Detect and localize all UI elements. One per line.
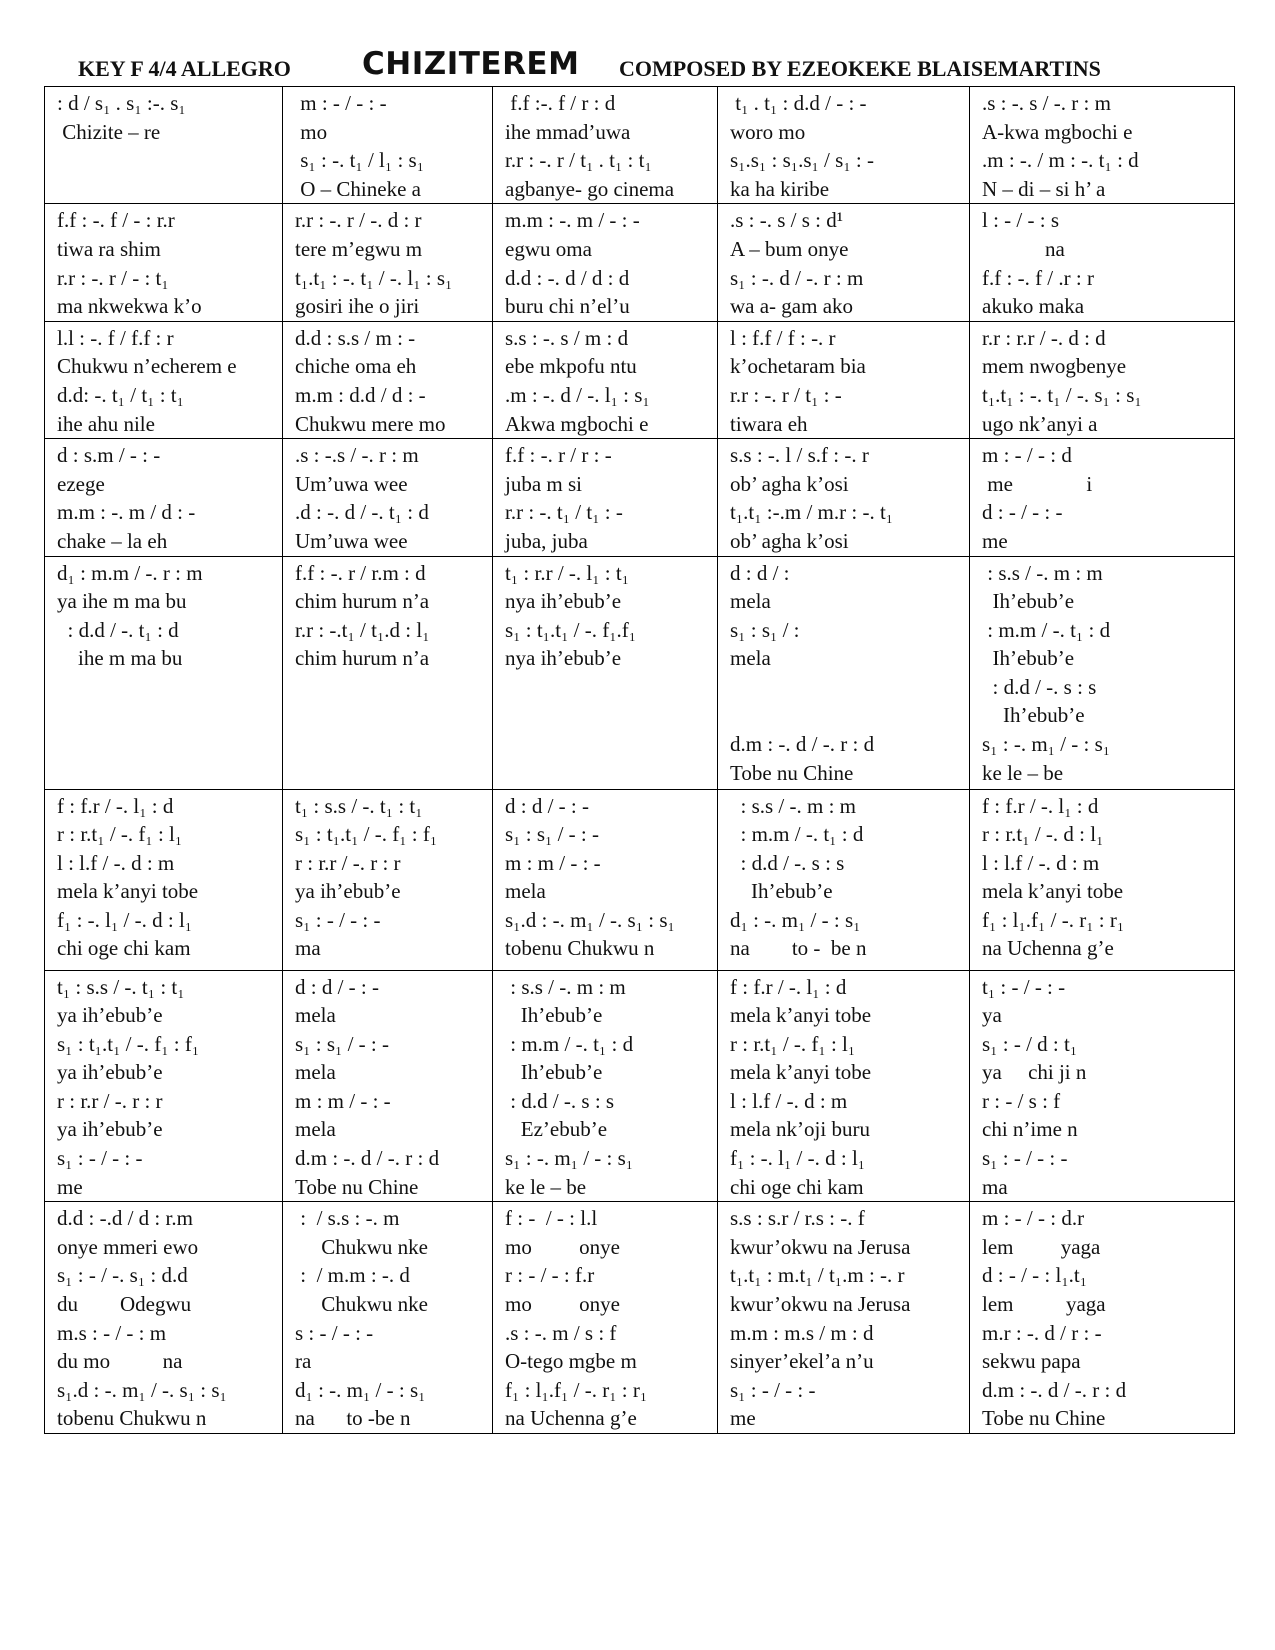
cell-line: l : l.f / -. d : m bbox=[982, 850, 1100, 875]
score-row bbox=[45, 556, 1235, 789]
cell-line: d.d : s.s / m : - bbox=[295, 325, 416, 350]
cell-line: kwur’okwu na Jerusa bbox=[730, 1292, 911, 1317]
cell-line bbox=[57, 146, 276, 175]
score-cell bbox=[45, 970, 283, 1202]
score-cell bbox=[718, 789, 970, 970]
cell-line: t₁ . t₁ : d.d / - : - bbox=[730, 91, 867, 115]
cell-line: s₁ : t₁.t₁ / -. f₁ : f₁ bbox=[295, 822, 438, 847]
cell-line: Tobe nu Chine bbox=[730, 760, 854, 785]
cell-line bbox=[505, 759, 711, 788]
cell-line: O-tego mgbe m bbox=[505, 1349, 637, 1374]
cell-line: du Odegwu bbox=[57, 1292, 192, 1317]
cell-line: juba m si bbox=[505, 471, 582, 496]
cell-line: Tobe nu Chine bbox=[295, 1174, 419, 1199]
cell-line: chi oge chi kam bbox=[730, 1174, 864, 1199]
score-cell bbox=[283, 789, 493, 970]
cell-line: m : - / - : d bbox=[982, 443, 1072, 468]
cell-line: d : d / - : - bbox=[505, 793, 589, 818]
cell-line: na Uchenna g’e bbox=[505, 1406, 637, 1431]
cell-line: Ih’ebub’e bbox=[982, 703, 1085, 728]
cell-line: na bbox=[982, 236, 1065, 261]
cell-line: d : s.m / - : - bbox=[57, 443, 161, 468]
cell-line: f₁ : -. l₁ / -. d : l₁ bbox=[730, 1146, 866, 1171]
cell-line: d : d / : bbox=[730, 560, 790, 585]
cell-line: ma bbox=[295, 936, 321, 961]
cell-line: : d.d / -. t₁ : d bbox=[57, 617, 179, 642]
cell-line: chake – la eh bbox=[57, 528, 168, 553]
cell-line: f₁ : l₁.f₁ / -. r₁ : r₁ bbox=[982, 907, 1125, 932]
cell-line: me bbox=[982, 528, 1008, 553]
score-cell bbox=[283, 439, 493, 556]
cell-line: s₁ : - / - : - bbox=[730, 1377, 816, 1402]
cell-line bbox=[505, 673, 711, 702]
cell-line: chiche oma eh bbox=[295, 354, 417, 379]
cell-line: s.s : -. l / s.f : -. r bbox=[730, 443, 869, 468]
score-cell bbox=[718, 970, 970, 1202]
score-cell bbox=[718, 439, 970, 556]
cell-line: f₁ : -. l₁ / -. d : l₁ bbox=[57, 907, 193, 932]
cell-line: d : - / - : l₁.t₁ bbox=[982, 1263, 1088, 1288]
cell-line: d : - / - : - bbox=[982, 500, 1063, 525]
score-cell bbox=[283, 204, 493, 321]
cell-line: : / m.m : -. d bbox=[295, 1263, 410, 1288]
cell-line: ya ihe m ma bu bbox=[57, 589, 187, 614]
cell-line: ke le – be bbox=[505, 1174, 587, 1199]
cell-line: ya ih’ebub’e bbox=[57, 1060, 163, 1085]
cell-line: s₁ : t₁.t₁ / -. f₁ : f₁ bbox=[57, 1031, 200, 1056]
score-cell bbox=[283, 556, 493, 789]
cell-line: f : f.r / -. l₁ : d bbox=[982, 793, 1099, 818]
cell-line: O – Chineke a bbox=[295, 176, 421, 201]
page-header bbox=[44, 44, 1234, 84]
cell-line: A – bum onye bbox=[730, 236, 849, 261]
cell-line: buru chi n’el’u bbox=[505, 294, 630, 319]
cell-line: d.m : -. d / -. r : d bbox=[730, 732, 875, 757]
cell-line: : s.s / -. m : m bbox=[730, 793, 857, 818]
score-cell bbox=[970, 970, 1235, 1202]
cell-line: r.r : -. r / - : t₁ bbox=[57, 265, 169, 290]
cell-line: m : - / - : d.r bbox=[982, 1206, 1085, 1231]
cell-line: d : d / - : - bbox=[295, 974, 379, 999]
cell-line: Chukwu n’echerem e bbox=[57, 354, 237, 379]
cell-line: ya chi ji n bbox=[982, 1060, 1087, 1085]
score-cell bbox=[718, 1202, 970, 1434]
cell-line: s : - / - : - bbox=[295, 1320, 374, 1345]
cell-line: Akwa mgbochi e bbox=[505, 411, 649, 436]
score-row bbox=[45, 439, 1235, 556]
cell-line: na Uchenna g’e bbox=[982, 936, 1114, 961]
song-title: CHIZITEREM bbox=[362, 46, 580, 82]
score-cell bbox=[283, 1202, 493, 1434]
cell-line: r.r : -. r / t₁ : - bbox=[730, 382, 842, 407]
cell-line: m.m : -. m / d : - bbox=[57, 500, 196, 525]
cell-line: Um’uwa wee bbox=[295, 471, 408, 496]
solfa-score-table bbox=[44, 86, 1235, 1434]
cell-line bbox=[295, 673, 486, 702]
score-cell bbox=[45, 321, 283, 438]
cell-line: ob’ agha k’osi bbox=[730, 471, 849, 496]
cell-line: s₁ : - / - : - bbox=[57, 1146, 143, 1171]
cell-line: tere m’egwu m bbox=[295, 236, 423, 261]
cell-line: l : f.f / f : -. r bbox=[730, 325, 836, 350]
cell-line: .m : -. / m : -. t₁ : d bbox=[982, 148, 1139, 173]
cell-line: l : l.f / -. d : m bbox=[57, 850, 175, 875]
cell-line: Ih’ebub’e bbox=[730, 879, 833, 904]
score-cell bbox=[493, 789, 718, 970]
cell-line: d.d : -. d / d : d bbox=[505, 265, 630, 290]
score-cell bbox=[970, 204, 1235, 321]
cell-line: chi oge chi kam bbox=[57, 936, 191, 961]
cell-line: s₁ : s₁ / - : - bbox=[505, 822, 599, 847]
cell-line: f : f.r / -. l₁ : d bbox=[730, 974, 847, 999]
cell-line: mela bbox=[730, 646, 771, 671]
cell-line: f.f : -. r / r.m : d bbox=[295, 560, 426, 585]
score-cell bbox=[718, 87, 970, 204]
score-cell bbox=[718, 556, 970, 789]
score-cell bbox=[45, 1202, 283, 1434]
cell-line: na to -be n bbox=[295, 1406, 411, 1431]
cell-line: s₁ : -. t₁ / l₁ : s₁ bbox=[295, 148, 425, 173]
cell-line: f.f : -. f / - : r.r bbox=[57, 208, 175, 233]
cell-line: r.r : -. r / -. d : r bbox=[295, 208, 422, 233]
cell-line: onye mmeri ewo bbox=[57, 1234, 199, 1259]
score-cell bbox=[493, 321, 718, 438]
cell-line: .m : -. d / -. l₁ : s₁ bbox=[505, 382, 650, 407]
cell-line: r : r.t₁ / -. f₁ : l₁ bbox=[57, 822, 183, 847]
cell-line: t₁.t₁ : m.t₁ / t₁.m : -. r bbox=[730, 1263, 905, 1288]
cell-line: k’ochetaram bia bbox=[730, 354, 866, 379]
score-cell bbox=[45, 439, 283, 556]
cell-line: m : - / - : - bbox=[295, 91, 387, 115]
cell-line: r.r : -.t₁ / t₁.d : l₁ bbox=[295, 617, 430, 642]
cell-line: f.f :-. f / r : d bbox=[505, 91, 616, 115]
cell-line bbox=[295, 730, 486, 759]
cell-line: t₁ : r.r / -. l₁ : t₁ bbox=[505, 560, 630, 585]
score-cell bbox=[45, 87, 283, 204]
cell-line: Chizite – re bbox=[57, 119, 161, 144]
cell-line: nya ih’ebub’e bbox=[505, 646, 622, 671]
cell-line: f₁ : l₁.f₁ / -. r₁ : r₁ bbox=[505, 1377, 648, 1402]
score-cell bbox=[283, 321, 493, 438]
cell-line: l : l.f / -. d : m bbox=[730, 1088, 848, 1113]
cell-line: Chukwu nke bbox=[295, 1292, 428, 1317]
cell-line: tobenu Chukwu n bbox=[505, 936, 655, 961]
cell-line: mo bbox=[295, 119, 328, 144]
key-tempo: KEY F 4/4 ALLEGRO bbox=[78, 56, 291, 81]
cell-line: t₁.t₁ :-.m / m.r : -. t₁ bbox=[730, 500, 894, 525]
cell-line: Ih’ebub’e bbox=[505, 1060, 603, 1085]
score-cell bbox=[493, 439, 718, 556]
cell-line: : / s.s : -. m bbox=[295, 1206, 400, 1231]
cell-line: woro mo bbox=[730, 119, 806, 144]
cell-line: : d.d / -. s : s bbox=[730, 850, 845, 875]
cell-line: s₁ : -. m₁ / - : s₁ bbox=[505, 1146, 634, 1171]
score-cell bbox=[45, 556, 283, 789]
cell-line: ezege bbox=[57, 471, 105, 496]
score-cell bbox=[970, 439, 1235, 556]
cell-line: chim hurum n’a bbox=[295, 646, 430, 671]
cell-line: s₁.d : -. m₁ / -. s₁ : s₁ bbox=[57, 1377, 227, 1402]
cell-line: t₁.t₁ : -. t₁ / -. s₁ : s₁ bbox=[982, 382, 1142, 407]
score-row bbox=[45, 87, 1235, 204]
cell-line: me i bbox=[982, 471, 1093, 496]
cell-line: lem yaga bbox=[982, 1234, 1101, 1259]
cell-line: m.m : m.s / m : d bbox=[730, 1320, 874, 1345]
cell-line: nya ih’ebub’e bbox=[505, 589, 622, 614]
cell-line: r : - / s : f bbox=[982, 1088, 1061, 1113]
cell-line: : m.m / -. t₁ : d bbox=[982, 617, 1111, 642]
score-cell bbox=[283, 970, 493, 1202]
cell-line: : m.m / -. t₁ : d bbox=[505, 1031, 634, 1056]
cell-line: m.s : - / - : m bbox=[57, 1320, 167, 1345]
cell-line bbox=[57, 759, 276, 788]
cell-line: s₁ : - / -. s₁ : d.d bbox=[57, 1263, 188, 1288]
cell-line bbox=[730, 701, 963, 730]
cell-line: d.d : -.d / d : r.m bbox=[57, 1206, 193, 1231]
cell-line: t₁ : - / - : - bbox=[982, 974, 1066, 999]
cell-line bbox=[295, 759, 486, 788]
cell-line: mela bbox=[295, 1117, 336, 1142]
cell-line: r.r : r.r / -. d : d bbox=[982, 325, 1106, 350]
cell-line: d.m : -. d / -. r : d bbox=[295, 1146, 440, 1171]
cell-line: ihe ahu nile bbox=[57, 411, 155, 436]
cell-line: mela bbox=[730, 589, 771, 614]
cell-line: m.m : -. m / - : - bbox=[505, 208, 640, 233]
cell-line: s₁ : - / d : t₁ bbox=[982, 1031, 1078, 1056]
cell-line: tiwa ra shim bbox=[57, 236, 161, 261]
score-cell bbox=[493, 556, 718, 789]
cell-line: mela k’anyi tobe bbox=[730, 1003, 872, 1028]
cell-line: s₁ : -. d / -. r : m bbox=[730, 265, 864, 290]
cell-line: ya ih’ebub’e bbox=[295, 879, 401, 904]
cell-line: ma bbox=[982, 1174, 1008, 1199]
cell-line: d.d: -. t₁ / t₁ : t₁ bbox=[57, 382, 184, 407]
cell-line: s.s : -. s / m : d bbox=[505, 325, 629, 350]
cell-line: d₁ : m.m / -. r : m bbox=[57, 560, 203, 585]
cell-line: t₁ : s.s / -. t₁ : t₁ bbox=[57, 974, 185, 999]
cell-line: Um’uwa wee bbox=[295, 528, 408, 553]
score-row bbox=[45, 321, 1235, 438]
cell-line: Ez’ebub’e bbox=[505, 1117, 608, 1142]
cell-line: ya ih’ebub’e bbox=[57, 1117, 163, 1142]
cell-line: ebe mkpofu ntu bbox=[505, 354, 637, 379]
score-cell bbox=[45, 204, 283, 321]
cell-line: s₁ : s₁ / - : - bbox=[295, 1031, 389, 1056]
score-cell bbox=[493, 970, 718, 1202]
score-cell bbox=[718, 204, 970, 321]
score-cell bbox=[718, 321, 970, 438]
cell-line: : d / s₁ . s₁ :-. s₁ bbox=[57, 91, 186, 115]
cell-line: ya bbox=[982, 1003, 1002, 1028]
cell-line: m : m / - : - bbox=[295, 1088, 391, 1113]
cell-line: du mo na bbox=[57, 1349, 183, 1374]
cell-line: m.m : d.d / d : - bbox=[295, 382, 426, 407]
cell-line: r : - / - : f.r bbox=[505, 1263, 595, 1288]
cell-line: r : r.r / -. r : r bbox=[295, 850, 401, 875]
cell-line bbox=[505, 701, 711, 730]
cell-line: Ih’ebub’e bbox=[982, 646, 1075, 671]
cell-line: mela bbox=[295, 1060, 336, 1085]
cell-line: mela bbox=[295, 1003, 336, 1028]
cell-line: na to - be n bbox=[730, 936, 867, 961]
cell-line: f : - / - : l.l bbox=[505, 1206, 598, 1231]
cell-line: : m.m / -. t₁ : d bbox=[730, 822, 864, 847]
cell-line: : d.d / -. s : s bbox=[505, 1088, 615, 1113]
score-cell bbox=[493, 87, 718, 204]
cell-line: l.l : -. f / f.f : r bbox=[57, 325, 174, 350]
cell-line: tiwara eh bbox=[730, 411, 808, 436]
cell-line: s₁ : t₁.t₁ / -. f₁.f₁ bbox=[505, 617, 637, 642]
cell-line: mo onye bbox=[505, 1292, 620, 1317]
cell-line: t₁ : s.s / -. t₁ : t₁ bbox=[295, 793, 423, 818]
cell-line: chim hurum n’a bbox=[295, 589, 430, 614]
cell-line: m.r : -. d / r : - bbox=[982, 1320, 1102, 1345]
cell-line: Chukwu nke bbox=[295, 1234, 428, 1259]
cell-line: : s.s / -. m : m bbox=[505, 974, 626, 999]
score-cell bbox=[45, 789, 283, 970]
cell-line: f : f.r / -. l₁ : d bbox=[57, 793, 174, 818]
cell-line: mela k’anyi tobe bbox=[730, 1060, 872, 1085]
cell-line: ke le – be bbox=[982, 760, 1064, 785]
cell-line: ihe mmad’uwa bbox=[505, 119, 631, 144]
cell-line: me bbox=[730, 1406, 756, 1431]
cell-line: egwu oma bbox=[505, 236, 592, 261]
cell-line: : d.d / -. s : s bbox=[982, 674, 1097, 699]
cell-line: s.s : s.r / r.s : -. f bbox=[730, 1206, 865, 1231]
cell-line: s₁.s₁ : s₁.s₁ / s₁ : - bbox=[730, 148, 874, 173]
cell-line: Chukwu mere mo bbox=[295, 411, 446, 436]
cell-line: kwur’okwu na Jerusa bbox=[730, 1234, 911, 1259]
cell-line bbox=[57, 673, 276, 702]
cell-line: ihe m ma bu bbox=[57, 646, 183, 671]
cell-line: agbanye- go cinema bbox=[505, 176, 675, 201]
cell-line: t₁.t₁ : -. t₁ / -. l₁ : s₁ bbox=[295, 265, 453, 290]
cell-line: chi n’ime n bbox=[982, 1117, 1078, 1142]
cell-line: r : r.r / -. r : r bbox=[57, 1088, 163, 1113]
cell-line: .s : -. m / s : f bbox=[505, 1320, 617, 1345]
cell-line: ob’ agha k’osi bbox=[730, 528, 849, 553]
cell-line bbox=[57, 175, 276, 204]
score-cell bbox=[493, 204, 718, 321]
score-cell bbox=[970, 556, 1235, 789]
cell-line: : s.s / -. m : m bbox=[982, 560, 1103, 585]
cell-line: tobenu Chukwu n bbox=[57, 1406, 207, 1431]
cell-line: r.r : -. t₁ / t₁ : - bbox=[505, 500, 623, 525]
cell-line: l : - / - : s bbox=[982, 208, 1059, 233]
cell-line: ra bbox=[295, 1349, 312, 1374]
cell-line: r : r.t₁ / -. d : l₁ bbox=[982, 822, 1104, 847]
cell-line: d.m : -. d / -. r : d bbox=[982, 1377, 1127, 1402]
score-cell bbox=[970, 321, 1235, 438]
cell-line: me bbox=[57, 1174, 83, 1199]
composer-credit: COMPOSED BY EZEOKEKE BLAISEMARTINS bbox=[619, 56, 1101, 81]
cell-line: ya ih’ebub’e bbox=[57, 1003, 163, 1028]
cell-line: mela nk’oji buru bbox=[730, 1117, 870, 1142]
score-row bbox=[45, 970, 1235, 1202]
cell-line: ugo nk’anyi a bbox=[982, 411, 1098, 436]
cell-line: lem yaga bbox=[982, 1292, 1106, 1317]
cell-line: f.f : -. f / .r : r bbox=[982, 265, 1094, 290]
cell-line: m : m / - : - bbox=[505, 850, 601, 875]
cell-line: d₁ : -. m₁ / - : s₁ bbox=[730, 907, 861, 932]
cell-line: sekwu papa bbox=[982, 1349, 1081, 1374]
cell-line: N – di – si h’ a bbox=[982, 176, 1106, 201]
score-cell bbox=[970, 789, 1235, 970]
cell-line: mo onye bbox=[505, 1234, 620, 1259]
cell-line: r.r : -. r / t₁ . t₁ : t₁ bbox=[505, 148, 652, 173]
cell-line bbox=[730, 673, 963, 702]
score-row bbox=[45, 204, 1235, 321]
cell-line: f.f : -. r / r : - bbox=[505, 443, 612, 468]
cell-line: gosiri ihe o jiri bbox=[295, 294, 420, 319]
cell-line: mela bbox=[505, 879, 546, 904]
score-cell bbox=[970, 87, 1235, 204]
cell-line: .s : -. s / -. r : m bbox=[982, 91, 1111, 115]
cell-line: Tobe nu Chine bbox=[982, 1406, 1106, 1431]
cell-line: s₁ : - / - : - bbox=[295, 907, 381, 932]
cell-line: ma nkwekwa k’o bbox=[57, 294, 202, 319]
cell-line: s₁ : - / - : - bbox=[982, 1146, 1068, 1171]
score-cell bbox=[283, 87, 493, 204]
cell-line: ka ha kiribe bbox=[730, 176, 830, 201]
score-cell bbox=[493, 1202, 718, 1434]
cell-line: wa a- gam ako bbox=[730, 294, 854, 319]
score-row bbox=[45, 1202, 1235, 1434]
score-cell bbox=[970, 1202, 1235, 1434]
cell-line bbox=[57, 701, 276, 730]
cell-line: .s : -.s / -. r : m bbox=[295, 443, 419, 468]
cell-line: .s : -. s / s : d¹ bbox=[730, 208, 844, 233]
cell-line: .d : -. d / -. t₁ : d bbox=[295, 500, 429, 525]
score-row bbox=[45, 789, 1235, 970]
cell-line: s₁ : s₁ / : bbox=[730, 617, 800, 642]
cell-line: akuko maka bbox=[982, 294, 1085, 319]
cell-line: Ih’ebub’e bbox=[982, 589, 1075, 614]
cell-line: mem nwogbenye bbox=[982, 354, 1127, 379]
cell-line: Ih’ebub’e bbox=[505, 1003, 603, 1028]
cell-line: juba, juba bbox=[505, 528, 588, 553]
cell-line: mela k’anyi tobe bbox=[982, 879, 1124, 904]
cell-line: sinyer’ekel’a n’u bbox=[730, 1349, 874, 1374]
cell-line: mela k’anyi tobe bbox=[57, 879, 199, 904]
cell-line: A-kwa mgbochi e bbox=[982, 119, 1133, 144]
cell-line: s₁ : -. m₁ / - : s₁ bbox=[982, 732, 1111, 757]
cell-line: r : r.t₁ / -. f₁ : l₁ bbox=[730, 1031, 856, 1056]
cell-line bbox=[505, 730, 711, 759]
cell-line: d₁ : -. m₁ / - : s₁ bbox=[295, 1377, 426, 1402]
cell-line bbox=[57, 730, 276, 759]
cell-line: s₁.d : -. m₁ / -. s₁ : s₁ bbox=[505, 907, 675, 932]
cell-line bbox=[295, 701, 486, 730]
